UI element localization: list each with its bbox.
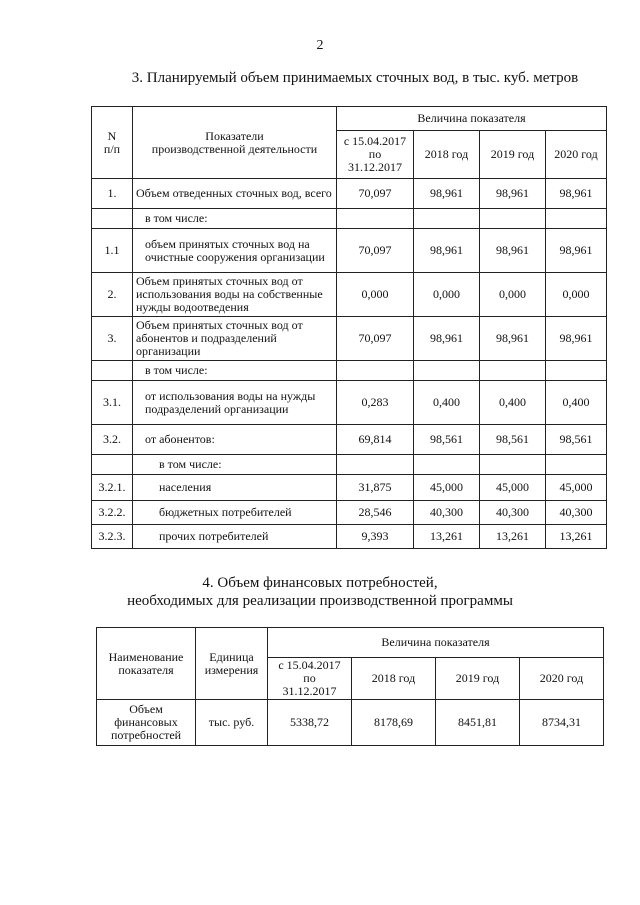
table-row xyxy=(92,475,607,501)
page-number: 2 xyxy=(316,38,324,53)
row-value: 98,961 xyxy=(546,317,607,361)
section-3-title: 3. Планируемый объем принимаемых сточных вод, в тыс. куб. метров xyxy=(131,70,579,86)
row-value xyxy=(546,209,607,229)
fin-header-name: Наименование показателя xyxy=(97,628,196,700)
row-value xyxy=(480,361,546,381)
row-indicator: объем принятых сточных вод на очистные сооружения организации xyxy=(133,229,337,273)
row-value: 13,261 xyxy=(480,525,546,549)
row-value: 0,000 xyxy=(414,273,480,317)
row-value: 70,097 xyxy=(337,179,414,209)
row-indicator: в том числе: xyxy=(133,455,337,475)
table-row xyxy=(92,229,607,273)
row-indicator: прочих потребителей xyxy=(133,525,337,549)
fin-row-unit: тыс. руб. xyxy=(196,700,268,746)
row-value xyxy=(337,455,414,475)
header-2018: 2018 год xyxy=(414,131,480,179)
row-value: 98,961 xyxy=(414,229,480,273)
row-value: 0,283 xyxy=(337,381,414,425)
row-indicator: бюджетных потребителей xyxy=(133,501,337,525)
row-value: 0,000 xyxy=(337,273,414,317)
fin-row-value: 8178,69 xyxy=(352,700,436,746)
row-value: 98,961 xyxy=(414,317,480,361)
fin-row-value: 5338,72 xyxy=(268,700,352,746)
table-row xyxy=(92,317,607,361)
row-value: 98,561 xyxy=(546,425,607,455)
row-value xyxy=(546,361,607,381)
section-4-title xyxy=(0,574,640,610)
row-indicator: Объем отведенных сточных вод, всего xyxy=(133,179,337,209)
header-2019: 2019 год xyxy=(480,131,546,179)
header-period: с 15.04.2017 по 31.12.2017 xyxy=(337,131,414,179)
row-value: 98,961 xyxy=(480,229,546,273)
row-value: 98,561 xyxy=(480,425,546,455)
fin-header-unit: Единица измерения xyxy=(196,628,268,700)
row-value xyxy=(337,209,414,229)
table-row xyxy=(92,179,607,209)
fin-header-value-group: Величина показателя xyxy=(268,628,604,658)
row-value: 40,300 xyxy=(414,501,480,525)
row-value: 70,097 xyxy=(337,317,414,361)
header-indicator: Показатели производственной деятельности xyxy=(133,107,337,179)
table-row xyxy=(92,525,607,549)
row-value: 40,300 xyxy=(546,501,607,525)
wastewater-volume-table xyxy=(91,106,607,549)
table-row xyxy=(92,209,607,229)
row-number: 1.1 xyxy=(92,229,133,273)
row-value: 0,000 xyxy=(546,273,607,317)
row-value xyxy=(480,455,546,475)
row-value: 0,400 xyxy=(546,381,607,425)
row-value xyxy=(414,361,480,381)
table-row xyxy=(92,455,607,475)
row-indicator: Объем принятых сточных вод от использования воды на собственные нужды водоотведения xyxy=(133,273,337,317)
row-indicator: от использования воды на нужды подразделений организации xyxy=(133,381,337,425)
row-value: 98,961 xyxy=(480,317,546,361)
row-value xyxy=(546,455,607,475)
row-value: 98,961 xyxy=(546,179,607,209)
row-value xyxy=(480,209,546,229)
fin-row-value: 8734,31 xyxy=(520,700,604,746)
row-value: 45,000 xyxy=(480,475,546,501)
row-value: 28,546 xyxy=(337,501,414,525)
row-number: 3.2.2. xyxy=(92,501,133,525)
row-value: 31,875 xyxy=(337,475,414,501)
row-indicator: населения xyxy=(133,475,337,501)
row-value: 98,961 xyxy=(414,179,480,209)
row-number: 3.2.1. xyxy=(92,475,133,501)
fin-row xyxy=(97,700,604,746)
row-value: 70,097 xyxy=(337,229,414,273)
table-row xyxy=(92,381,607,425)
row-number: 3.1. xyxy=(92,381,133,425)
header-2020: 2020 год xyxy=(546,131,607,179)
row-value xyxy=(414,209,480,229)
fin-row-name: Объем финансовых потребностей xyxy=(97,700,196,746)
row-number: 3.2.3. xyxy=(92,525,133,549)
row-indicator: в том числе: xyxy=(133,361,337,381)
section-4-title-line2: необходимых для реализации производственной программы xyxy=(127,593,513,609)
row-value: 13,261 xyxy=(414,525,480,549)
row-value: 0,000 xyxy=(480,273,546,317)
header-num: N п/п xyxy=(92,107,133,179)
table-row xyxy=(92,361,607,381)
row-value: 0,400 xyxy=(480,381,546,425)
row-number: 3. xyxy=(92,317,133,361)
row-value: 45,000 xyxy=(414,475,480,501)
fin-header-2019: 2019 год xyxy=(436,658,520,700)
fin-header-period: с 15.04.2017 по 31.12.2017 xyxy=(268,658,352,700)
fin-header-2020: 2020 год xyxy=(520,658,604,700)
row-number xyxy=(92,455,133,475)
row-indicator: в том числе: xyxy=(133,209,337,229)
financial-needs-table xyxy=(96,627,604,746)
row-value: 98,961 xyxy=(480,179,546,209)
fin-header-2018: 2018 год xyxy=(352,658,436,700)
table-row xyxy=(92,273,607,317)
header-value-group: Величина показателя xyxy=(337,107,607,131)
row-number xyxy=(92,209,133,229)
row-number: 1. xyxy=(92,179,133,209)
row-value: 98,961 xyxy=(546,229,607,273)
row-number: 3.2. xyxy=(92,425,133,455)
row-indicator: Объем принятых сточных вод от абонентов и подразделений организации xyxy=(133,317,337,361)
row-value: 0,400 xyxy=(414,381,480,425)
fin-row-value: 8451,81 xyxy=(436,700,520,746)
row-indicator: от абонентов: xyxy=(133,425,337,455)
row-value: 13,261 xyxy=(546,525,607,549)
row-value: 40,300 xyxy=(480,501,546,525)
row-value: 98,561 xyxy=(414,425,480,455)
row-value: 9,393 xyxy=(337,525,414,549)
table-row xyxy=(92,501,607,525)
row-number: 2. xyxy=(92,273,133,317)
row-value: 45,000 xyxy=(546,475,607,501)
row-number xyxy=(92,361,133,381)
section-4-title-line1: 4. Объем финансовых потребностей, xyxy=(202,575,438,591)
row-value: 69,814 xyxy=(337,425,414,455)
row-value xyxy=(414,455,480,475)
table-row xyxy=(92,425,607,455)
row-value xyxy=(337,361,414,381)
